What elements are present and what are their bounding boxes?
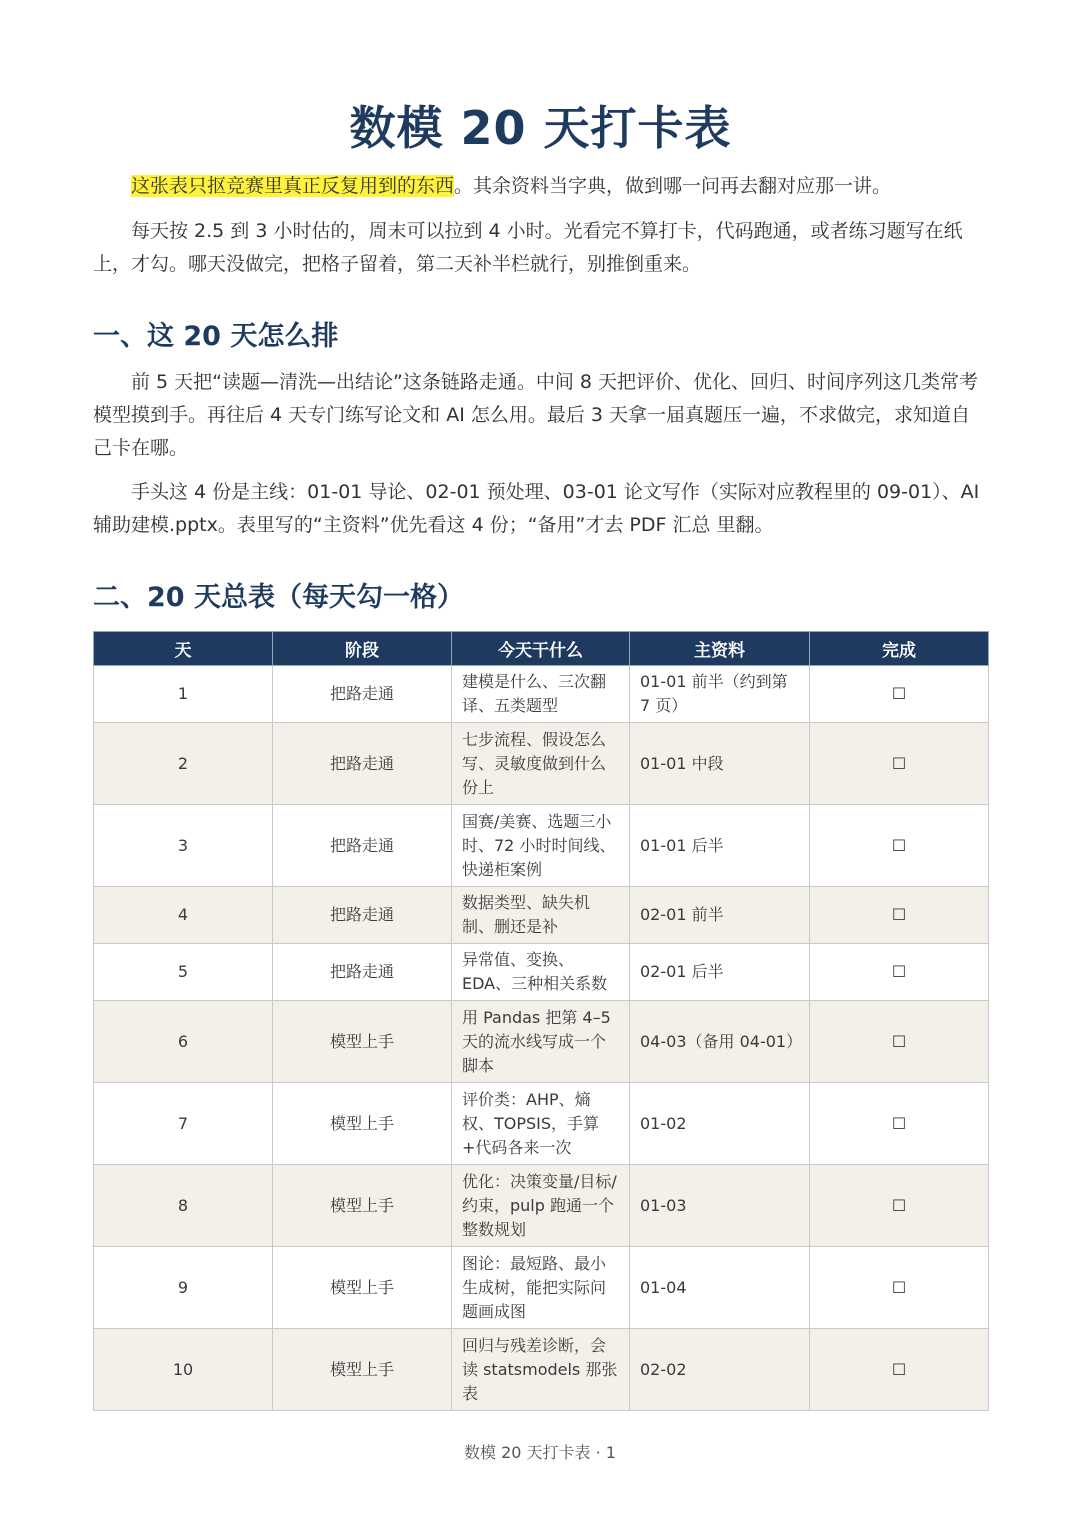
intro-rest-text: 。其余资料当字典，做到哪一问再去翻对应那一讲。 — [454, 175, 892, 197]
cell-done[interactable] — [810, 666, 989, 723]
cell-phase: 模型上手 — [273, 1329, 452, 1411]
cell-source: 02-01 后半 — [630, 944, 810, 1001]
checkbox[interactable]: ☐ — [891, 684, 907, 703]
cell-day: 2 — [94, 723, 273, 805]
header-day: 天 — [94, 632, 273, 666]
cell-phase: 把路走通 — [273, 666, 452, 723]
checkbox[interactable]: ☐ — [891, 1031, 907, 1051]
table-header-row — [94, 632, 989, 666]
cell-phase: 把路走通 — [273, 723, 452, 805]
table-row — [94, 1083, 989, 1165]
cell-task: 评价类：AHP、熵权、TOPSIS，手算+代码各来一次 — [452, 1083, 630, 1165]
page-footer: 数模 20 天打卡表 · 1 — [464, 1443, 616, 1462]
hours-paragraph: 每天按 2.5 到 3 小时估的，周末可以拉到 4 小时。光看完不算打卡，代码跑通，或者练习题写在纸上，才勾。哪天没做完，把格子留着，第二天补半栏就行，别推倒重来。 — [93, 220, 963, 275]
cell-done[interactable] — [810, 1165, 989, 1247]
checkbox[interactable]: ☐ — [891, 962, 907, 981]
cell-day: 3 — [94, 805, 273, 887]
cell-done[interactable] — [810, 944, 989, 1001]
page-title: 数模 20 天打卡表 — [349, 101, 732, 155]
cell-done[interactable] — [810, 1329, 989, 1411]
intro-paragraph — [93, 170, 988, 203]
cell-day: 9 — [94, 1247, 273, 1329]
checkbox[interactable]: ☐ — [891, 1195, 907, 1215]
cell-task: 用 Pandas 把第 4–5 天的流水线写成一个脚本 — [452, 1001, 630, 1083]
cell-phase: 模型上手 — [273, 1247, 452, 1329]
cell-source: 02-02 — [630, 1329, 810, 1411]
cell-phase: 把路走通 — [273, 944, 452, 1001]
cell-task: 优化：决策变量/目标/约束，pulp 跑通一个整数规划 — [452, 1165, 630, 1247]
header-phase: 阶段 — [273, 632, 452, 666]
table-row — [94, 723, 989, 805]
header-task: 今天干什么 — [452, 632, 630, 666]
checkbox[interactable]: ☐ — [891, 1359, 907, 1379]
cell-phase: 模型上手 — [273, 1165, 452, 1247]
cell-day: 4 — [94, 887, 273, 944]
cell-day: 5 — [94, 944, 273, 1001]
plan-paragraph: 前 5 天把“读题—清洗—出结论”这条链路走通。中间 8 天把评价、优化、回归、时间序列这几类常考模型摸到手。再往后 4 天专门练写论文和 AI 怎么用。最后 3 天拿一届真题压一遍，不求做完，求知道自己卡在哪。 — [93, 371, 979, 459]
cell-task: 国赛/美赛、选题三小时、72 小时时间线、快递柜案例 — [452, 805, 630, 887]
cell-day: 1 — [94, 666, 273, 723]
checkbox[interactable]: ☐ — [891, 835, 907, 855]
cell-phase: 把路走通 — [273, 887, 452, 944]
cell-source: 04-03（备用 04-01） — [630, 1001, 810, 1083]
cell-task: 建模是什么、三次翻译、五类题型 — [452, 666, 630, 723]
header-done: 完成 — [810, 632, 989, 666]
table-row — [94, 1001, 989, 1083]
cell-source: 01-01 前半（约到第 7 页） — [630, 666, 810, 723]
cell-done[interactable] — [810, 723, 989, 805]
cell-done[interactable] — [810, 887, 989, 944]
materials-paragraph: 手头这 4 份是主线：01-01 导论、02-01 预处理、03-01 论文写作（实际对应教程里的 09-01）、AI 辅助建模.pptx。表里写的“主资料”优先看这 4 份；“备用”才去 PDF 汇总 里翻。 — [93, 481, 980, 536]
table-row — [94, 1329, 989, 1411]
cell-task: 数据类型、缺失机制、删还是补 — [452, 887, 630, 944]
cell-source: 01-04 — [630, 1247, 810, 1329]
cell-task: 异常值、变换、EDA、三种相关系数 — [452, 944, 630, 1001]
cell-phase: 模型上手 — [273, 1083, 452, 1165]
section-heading-table: 二、20 天总表（每天勾一格） — [93, 582, 464, 613]
table-row — [94, 1165, 989, 1247]
cell-done[interactable] — [810, 1247, 989, 1329]
checkbox[interactable]: ☐ — [891, 1277, 907, 1297]
cell-task: 图论：最短路、最小生成树，能把实际问题画成图 — [452, 1247, 630, 1329]
table-row — [94, 944, 989, 1001]
table-row — [94, 805, 989, 887]
cell-day: 10 — [94, 1329, 273, 1411]
checkbox[interactable]: ☐ — [891, 905, 907, 924]
table-row — [94, 887, 989, 944]
cell-task: 七步流程、假设怎么写、灵敏度做到什么份上 — [452, 723, 630, 805]
table-row — [94, 666, 989, 723]
cell-phase: 模型上手 — [273, 1001, 452, 1083]
checkbox[interactable]: ☐ — [891, 753, 907, 773]
highlighted-text: 这张表只抠竞赛里真正反复用到的东西 — [131, 175, 455, 197]
cell-done[interactable] — [810, 1083, 989, 1165]
cell-task: 回归与残差诊断，会读 statsmodels 那张表 — [452, 1329, 630, 1411]
checklist-table — [93, 631, 989, 1411]
cell-phase: 把路走通 — [273, 805, 452, 887]
cell-day: 8 — [94, 1165, 273, 1247]
table-row — [94, 1247, 989, 1329]
cell-source: 01-01 中段 — [630, 723, 810, 805]
cell-done[interactable] — [810, 805, 989, 887]
checkbox[interactable]: ☐ — [891, 1113, 907, 1133]
cell-source: 02-01 前半 — [630, 887, 810, 944]
cell-source: 01-03 — [630, 1165, 810, 1247]
cell-source: 01-01 后半 — [630, 805, 810, 887]
section-heading-plan: 一、这 20 天怎么排 — [93, 321, 339, 352]
cell-day: 7 — [94, 1083, 273, 1165]
cell-day: 6 — [94, 1001, 273, 1083]
cell-done[interactable] — [810, 1001, 989, 1083]
header-source: 主资料 — [630, 632, 810, 666]
cell-source: 01-02 — [630, 1083, 810, 1165]
